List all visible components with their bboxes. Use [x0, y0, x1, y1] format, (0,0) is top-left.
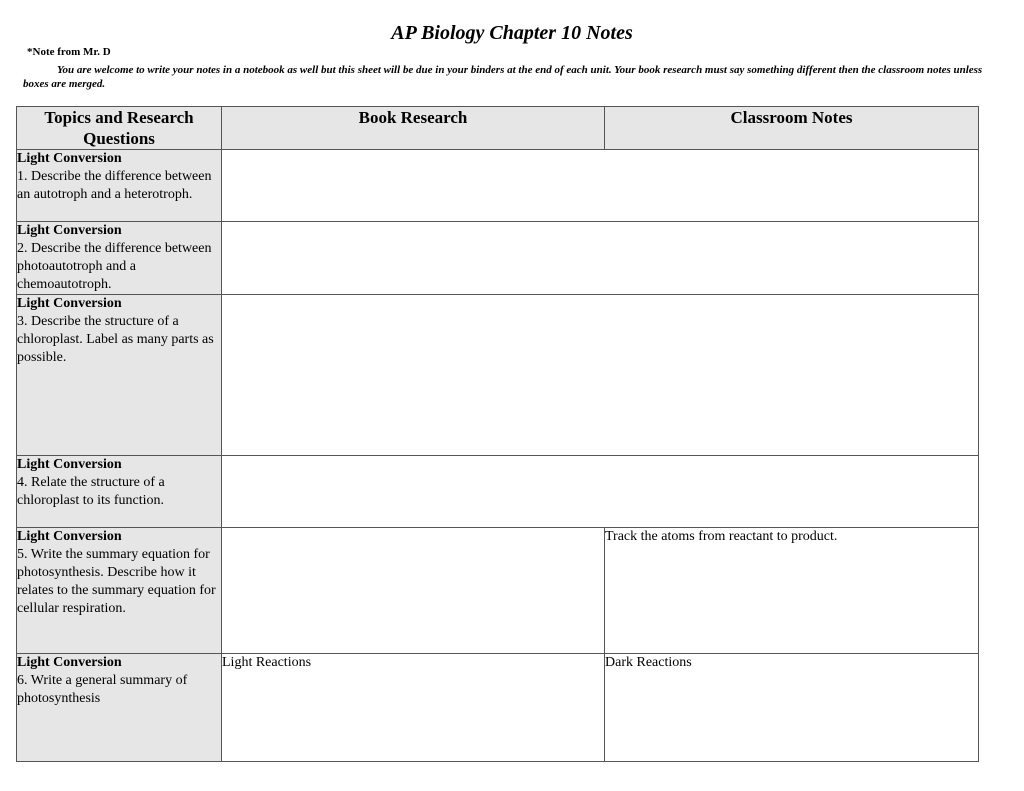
topic-question: 5. Write the summary equation for photosynthesis. Describe how it relates to the summary equation for cellular respiration.: [17, 547, 216, 616]
merged-notes-cell[interactable]: [222, 295, 979, 456]
classroom-notes-cell[interactable]: Dark Reactions: [605, 654, 979, 762]
notes-table: [16, 106, 979, 762]
topic-title: Light Conversion: [17, 457, 122, 472]
table-row: [17, 456, 979, 528]
topic-title: Light Conversion: [17, 296, 122, 311]
merged-notes-cell[interactable]: [222, 456, 979, 528]
header-book-research: Book Research: [222, 107, 605, 150]
topic-cell: [17, 654, 222, 762]
merged-notes-cell[interactable]: [222, 222, 979, 295]
topic-title: Light Conversion: [17, 223, 122, 238]
document-title: AP Biology Chapter 10 Notes: [391, 22, 633, 44]
merged-notes-cell[interactable]: [222, 150, 979, 222]
topic-question: 3. Describe the structure of a chloroplast. Label as many parts as possible.: [17, 314, 214, 365]
topic-question: 4. Relate the structure of a chloroplast to its function.: [17, 475, 165, 508]
topic-question: 2. Describe the difference between photoautotroph and a chemoautotroph.: [17, 241, 212, 292]
note-text: You are welcome to write your notes in a notebook as well but this sheet will be due in your binders at the end of each unit. Your book research must say something different then the classroom notes unless boxes are merged.: [23, 64, 983, 90]
book-research-cell[interactable]: [222, 528, 605, 654]
topic-question: 6. Write a general summary of photosynthesis: [17, 673, 188, 706]
topic-cell: [17, 295, 222, 456]
topic-cell: [17, 456, 222, 528]
table-row: [17, 222, 979, 295]
classroom-notes-cell[interactable]: Track the atoms from reactant to product.: [605, 528, 979, 654]
header-row: [17, 107, 979, 150]
topic-title: Light Conversion: [17, 151, 122, 166]
topic-cell: [17, 222, 222, 295]
topic-title: Light Conversion: [17, 529, 122, 544]
book-research-cell[interactable]: Light Reactions: [222, 654, 605, 762]
topic-cell: [17, 150, 222, 222]
table-row: [17, 528, 979, 654]
header-topics: Topics and Research Questions: [17, 107, 222, 150]
topic-cell: [17, 528, 222, 654]
topic-title: Light Conversion: [17, 655, 122, 670]
header-classroom-notes: Classroom Notes: [605, 107, 979, 150]
note-label: *Note from Mr. D: [27, 46, 111, 58]
table-row: [17, 295, 979, 456]
table-row: [17, 654, 979, 762]
topic-question: 1. Describe the difference between an autotroph and a heterotroph.: [17, 169, 212, 202]
table-row: [17, 150, 979, 222]
